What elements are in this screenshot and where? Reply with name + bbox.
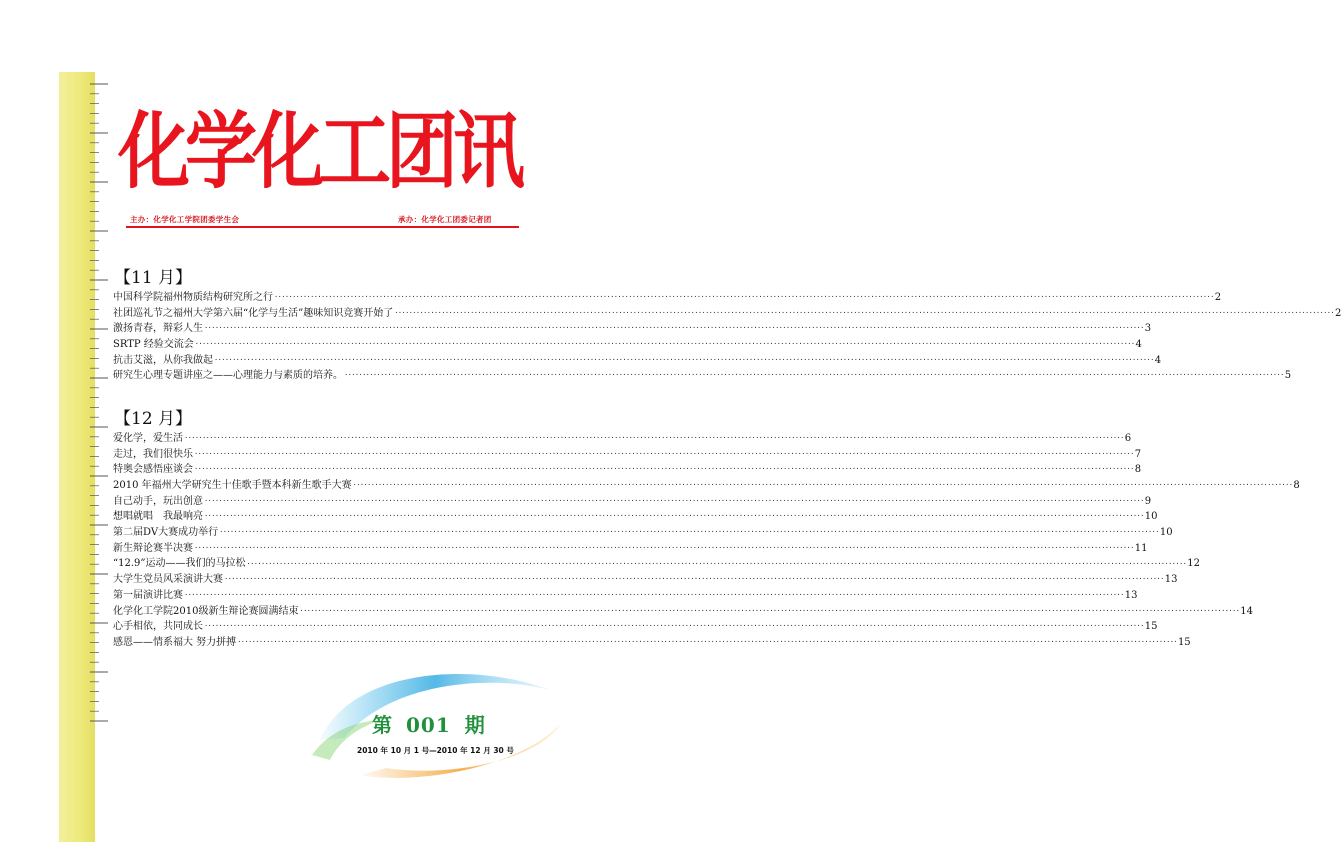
toc-entry-page: 7	[1134, 448, 1142, 460]
toc-entry-page: 4	[1154, 354, 1162, 366]
toc-entry-title: 第二届DV大赛成功举行	[113, 527, 219, 539]
toc-entry-title: 心手相依，共同成长	[113, 621, 203, 633]
toc-entry-title: 感恩——情系福大 努力拼搏	[113, 636, 237, 648]
toc-entry-title: 第一届演讲比赛	[113, 589, 183, 601]
toc-entry[interactable]	[113, 635, 1191, 651]
month-heading-november: 【11 月】	[114, 268, 193, 288]
toc-entry-title: 自己动手，玩出创意	[113, 495, 203, 507]
issue-number-value: 001	[406, 713, 451, 737]
toc-entry-page: 11	[1134, 542, 1148, 554]
toc-entry[interactable]	[113, 588, 1138, 604]
toc-leader-dots: ····································································································································································································································································	[352, 481, 1293, 490]
toc-leader-dots: ····································································································································································································································································	[274, 293, 1214, 301]
toc-entry-title: SRTP 经验交流会	[113, 339, 194, 351]
toc-entry[interactable]	[113, 525, 1173, 541]
toc-entry-title: “12.9”运动——我们的马拉松	[113, 558, 246, 570]
toc-entry-page: 2	[1214, 291, 1222, 303]
toc-entry[interactable]	[113, 478, 1300, 494]
toc-entry-title: 大学生党员风采演讲大赛	[113, 574, 223, 586]
toc-entry-page: 2	[1334, 307, 1341, 319]
toc-leader-dots: ····································································································································································································································································	[299, 606, 1240, 615]
toc-entry-page: 5	[1284, 370, 1292, 382]
toc-entry-title: 走过，我们很快乐	[113, 448, 193, 460]
toc-entry-page: 8	[1293, 480, 1300, 492]
toc-entry[interactable]	[113, 604, 1253, 620]
month-heading-december: 【12 月】	[114, 409, 193, 429]
toc-entry-page: 3	[1144, 323, 1152, 335]
toc-entry-title: 研究生心理专题讲座之——心理能力与素质的培养。	[113, 370, 343, 382]
toc-entry-page: 8	[1134, 464, 1142, 476]
toc-entry[interactable]	[113, 353, 1162, 369]
toc-entry-title: 想唱就唱 我最响亮	[113, 511, 203, 523]
toc-entry-title: 抗击艾滋，从你我做起	[113, 354, 213, 366]
toc-entry-page: 12	[1187, 558, 1200, 570]
issue-date-range: 2010 年 10 月 1 号—2010 年 12 月 30 号	[357, 746, 514, 755]
toc-entry[interactable]	[113, 431, 1132, 447]
toc-entry-page: 14	[1240, 605, 1253, 617]
toc-entry-title: 2010 年福州大学研究生十佳歌手暨本科新生歌手大赛	[113, 480, 352, 492]
toc-leader-dots: ····································································································································································································································································	[219, 528, 1159, 537]
toc-entry-title: 中国科学院福州物质结构研究所之行	[113, 291, 273, 303]
toc-leader-dots: ····································································································································································································································································	[184, 590, 1124, 599]
toc-entry-title: 化学化工学院2010级新生辩论赛圆满结束	[113, 605, 299, 617]
toc-entry-page: 15	[1177, 636, 1191, 648]
toc-leader-dots: ····································································································································································································································································	[204, 324, 1144, 333]
issue-number	[372, 709, 485, 738]
toc-leader-dots: ····································································································································································································································································	[204, 622, 1144, 631]
toc-entry-page: 15	[1144, 621, 1158, 633]
toc-leader-dots: ····································································································································································································································································	[184, 434, 1124, 442]
toc-entry[interactable]	[113, 462, 1142, 478]
header-rule	[126, 226, 519, 228]
toc-entry[interactable]	[113, 306, 1341, 322]
toc-leader-dots: ····································································································································································································································································	[194, 449, 1134, 458]
toc-entry-page: 6	[1124, 432, 1132, 444]
toc-entry-title: 特奥会感悟座谈会	[113, 464, 193, 476]
toc-leader-dots: ····································································································································································································································································	[194, 465, 1134, 474]
toc-leader-dots: ····································································································································································································································································	[344, 371, 1284, 380]
toc-leader-dots: ····································································································································································································································································	[204, 496, 1144, 505]
toc-entry-page: 9	[1144, 495, 1152, 507]
toc-entry[interactable]	[113, 290, 1222, 306]
host-label: 主办：化学化工学院团委学生会	[130, 215, 240, 224]
toc-leader-dots: ····································································································································································································································································	[237, 637, 1177, 646]
toc-list-december	[113, 431, 1300, 651]
toc-entry[interactable]	[113, 337, 1142, 353]
toc-list-november	[113, 290, 1341, 384]
toc-entry-title: 爱化学，爱生活	[113, 432, 183, 444]
toc-entry-page: 4	[1135, 339, 1142, 351]
toc-entry-page: 13	[1124, 589, 1138, 601]
toc-entry[interactable]	[113, 494, 1152, 510]
toc-entry-page: 10	[1159, 527, 1173, 539]
toc-entry[interactable]	[113, 509, 1158, 525]
toc-entry[interactable]	[113, 541, 1148, 557]
toc-entry[interactable]	[113, 368, 1292, 384]
issue-prefix: 第	[372, 713, 392, 737]
toc-entry[interactable]	[113, 447, 1142, 463]
toc-leader-dots: ····································································································································································································································································	[204, 512, 1144, 521]
toc-entry[interactable]	[113, 572, 1178, 588]
issue-suffix: 期	[464, 713, 485, 737]
toc-entry-page: 10	[1144, 511, 1158, 523]
masthead-title: 化学化工团讯	[118, 102, 521, 200]
organizer-label: 承办：化学化工团委记者团	[398, 215, 492, 224]
toc-entry-title: 社团巡礼节之福州大学第六届“化学与生活”趣味知识竞赛开始了	[113, 307, 394, 319]
toc-entry-page: 13	[1164, 574, 1178, 586]
toc-leader-dots: ····································································································································································································································································	[194, 340, 1135, 349]
toc-entry-title: 激扬青春，辩彩人生	[113, 323, 203, 335]
toc-leader-dots: ····································································································································································································································································	[194, 543, 1134, 552]
toc-entry[interactable]	[113, 619, 1158, 635]
toc-leader-dots: ····································································································································································································································································	[214, 355, 1154, 364]
toc-entry[interactable]	[113, 321, 1152, 337]
toc-leader-dots: ····································································································································································································································································	[394, 308, 1334, 317]
toc-entry-title: 新生辩论赛半决赛	[113, 542, 193, 554]
toc-entry[interactable]	[113, 557, 1200, 573]
toc-leader-dots: ····································································································································································································································································	[224, 575, 1164, 584]
toc-leader-dots: ····································································································································································································································································	[246, 559, 1187, 568]
